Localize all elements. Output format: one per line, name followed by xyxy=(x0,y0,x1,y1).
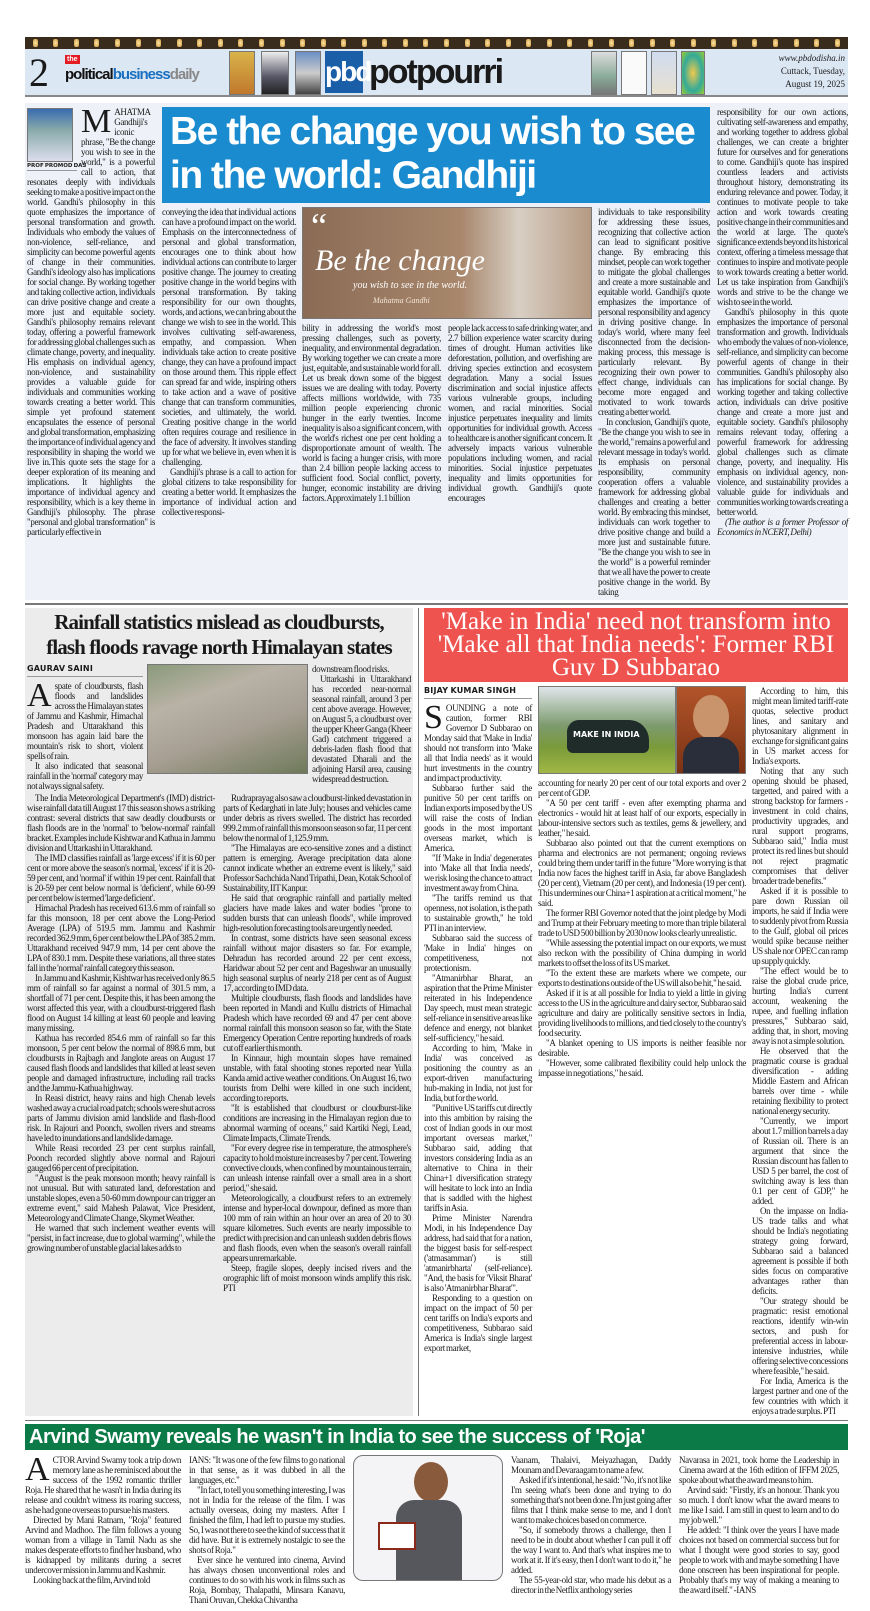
subbarao-photo xyxy=(676,686,746,774)
section-title: potpourri xyxy=(369,53,503,91)
gandhi-middle-columns xyxy=(162,207,710,597)
drop-cap: A xyxy=(27,677,52,714)
rainfall-col-4: Rudraprayag also saw a cloudburst-linked devastation in parts of Kedarghati in late July; houses and vehicles came under debris as rivers swelled. The district has recorded 999.2 mm of rainfall this monsoon season so far, 11 per cent below the normal of 1,125.9 mm. "The Himalayas are eco-sensitive zones and a distinct pattern is emerging. Average precipitation data alone cannot indicate whether an extreme event is likely," said Professor Sachchida Nand Tripathi, Dean, Kotak School of Sustainability, IIT Kanpur. He said that orographic rainfall and partially melted glaciers have made lakes and water bodies "prone to sudden bursts that can unleash floods", while improved high-resolution forecasting tools are urgently needed. In contrast, some districts have seen seasonal excess rainfall without major disasters so far. For example, Dehradun has recorded around 22 per cent excess, Haridwar about 52 per cent and Bageshwar an unusually high seasonal surplus of nearly 218 per cent as of August 17, according to IMD data. Multiple cloudbursts, flash floods and landslides have been reported in Mandi and Kullu districts of Himachal Pradesh which have recorded 69 and 47 per cent above normal rainfall this monsoon season so far, with the State Emergency Operation Centre reporting hundreds of roads cut off earlier this month. In Kinnaur, high mountain slopes have remained unstable, with fatal shooting stones reported near Yulla Kanda amid active weather conditions. On August 16, two tourists from Delhi were killed in one such incident, according to reports. "It is established that cloudburst or cloudburst-like conditions are increasing in the Himalayan region due to abnormal warming of oceans," said Kartiki Negi, Lead, Climate Impacts, Climate Trends. "For every degree rise in temperature, the atmosphere's capacity to hold moisture increases by 7 per cent. Towering convective clouds, when confined by mountainous terrain, can unleash intense rainfall over a small area in a short period," she said. Meteorologically, a cloudburst refers to an extremely intense and hyper-local downpour, defined as more than 100 mm of rain within an hour over an area of 20 to 30 square kilometres. Such events are nearly impossible to predict with precision and can unleash sudden debris flows and flash floods, even when the season's overall rainfall appears unremarkable. Steep, fragile slopes, deeply incised rivers and the orographic lift of moist monsoon winds amplify this risk. PTI xyxy=(223,793,411,1293)
drop-cap: S xyxy=(424,699,443,736)
date-block xyxy=(725,52,845,91)
rainfall-col-1: GAURAV SAINI Aspate of cloudbursts, flash floods and landslides across the Himalayan states of Jammu and Kashmir, Himachal Pradesh and Uttarakhand this monsoon has again laid bare the mountain's risk to short, violent spells of rain. It also indicated that seasonal rainfall in the 'normal' category may not always signal safety. xyxy=(27,664,143,791)
roja-col-4: Navarasa in 2021, took home the Leadership in Cinema award at the 16th edition of IFFM 2025, spoke about what the award means to him. Arvind said: "Firstly, it's an honour. Thank you so much. I don't know what the award means to me like I said. I am still in quest to learn and to do my job well." He added: "I think over the years I have made choices not based on commercial success but for what I thought were good stories to say, good people to work with and maybe something I have done onscreen has been inspirational for people. Probably that's my way of making a meaning to the award itself." -IANS xyxy=(679,1455,839,1595)
roja-headline: Arvind Swamy reveals he wasn't in India to see the success of 'Roja' xyxy=(25,1424,848,1450)
plant-image xyxy=(591,51,617,95)
lower-section xyxy=(25,608,848,1416)
gandhi-col-6: responsibility for our own actions, cultivating self-awareness and empathy, and working together to address global challenges, we can create a brighter future for ourselves and for generations to come. Gandhiji's quote has inspired countless leaders and activists throughout history, demonstrating its enduring relevance and power. Today, it continues to motivate people to take action and work towards creating positive change in their communities and the world at large. The quote's significance extends beyond its historical context, offering a timeless message that continues to inspire and motivate people to work towards creating a better world. Let us take inspiration from Gandhiji's words and strive to be the change we wish to see in the world. Gandhi's philosophy in this quote emphasizes the importance of personal transformation and growth. Individuals who embody the values of non-violence, self-reliance, and simplicity can become powerful agents of change in their communities. Gandhi's philosophy also has implications for social change. By working together and taking collective action, individuals can drive positive change and create a more just and equitable society. Gandhi's philosophy remains relevant today, offering a powerful framework for addressing global challenges such as climate change, poverty, and inequality. His emphasis on individual agency, non-violence, and sustainability provides a valuable guide for individuals and communities working towards creating a better world. (The author is a former Professor of Economics in NCERT, Delhi) xyxy=(717,107,848,537)
makeinindia-col-2: accounting for nearly 20 per cent of our total exports and over 2 per cent of GDP. "A 50 per cent tariff - even after exempting pharma and electronics - would hit at least half of our exports, especially in labour-intensive sectors such as textiles, gems & jewellery, and leather," he said. Subbarao also pointed out that the current exemptions on pharma and electronics are not permanent; ongoing reviews could bring them under tariff in the future "More worrying is that India now faces the highest tariff in Asia, far above Bangladesh (20 per cent), Vietnam (20 per cent), and Indonesia (19 per cent). This undermines our China+1 aspiration at a critical moment," he said. The former RBI Governor noted that the joint pledge by Modi and Trump at their February meeting to more than triple bilateral trade to USD 500 billion by 2030 now looks clearly unrealistic. "While assessing the potential impact on our exports, we must also reckon with the possibility of China dumping in world markets to offset the loss of its US market. "To the extent these are markets where we compete, our exports to destinations outside of the US will also be hit," he said. Asked if it is at all possible for India to yield a little in giving access to the US in the agriculture and dairy sector, Subbarao said agriculture and dairy are politically sensitive sectors in India, providing livelihoods to millions, and tied closely to the country's food security. "A blanket opening to US imports is neither feasible nor desirable. "However, some calibrated flexibility could help unlock the impasse in negotiations," he said. xyxy=(538,778,746,1078)
makeinindia-article xyxy=(424,608,848,1416)
flood-photo xyxy=(147,664,308,774)
date-line-1: Cuttack, Tuesday, xyxy=(780,66,845,76)
gandhi-col-5: individuals to take responsibility for addressing these issues, recognizing that collective action can lead to significant positive change. By embracing this mindset, people can work together to mitigate the global challenges and create a more sustainable and equitable world. Gandhiji's quote emphasizes the importance of personal responsibility and agency in driving positive change. In today's world, where many feel disconnected from the decision-making process, this message is particularly relevant. By recognizing their own power to effect change, individuals can become more engaged and motivated to work towards creating a better world. In conclusion, Gandhiji's quote, "Be the change you wish to see in the world," remains a powerful and relevant message in today's world. Its emphasis on personal responsibility, community cooperation offers a valuable framework for addressing global challenges and creating a better world. By embracing this mindset, individuals can work together to drive positive change and build a more just and sustainable future. "Be the change you wish to see in the world" is a powerful reminder that we all have the power to create positive change in the world. By taking xyxy=(598,207,710,597)
rainfall-headline: Rainfall statistics mislead as cloudbursts, flash floods ravage north Himalayan states xyxy=(46,610,392,659)
rainfall-col-2: downstream flood risks. Uttarkashi in Uttarakhand has recorded near-normal seasonal rainfall, around 3 per cent above average. However, on August 5, a cloudburst over the upper Kheer Ganga (Kheer Gad) catchment triggered a debris-laden flash flood that devastated Dharali and the adjoining Harsil area, causing widespread destruction. xyxy=(312,664,411,784)
drop-cap: M xyxy=(81,103,112,140)
arvind-swamy-photo xyxy=(353,1455,503,1581)
author-note: (The author is a former Professor of Economics in NCERT, Delhi) xyxy=(717,517,848,537)
drop-cap: A xyxy=(25,1451,50,1488)
rainfall-bottom-row xyxy=(27,793,411,1293)
gandhi-center-columns xyxy=(302,323,592,503)
film-strip-decoration xyxy=(25,37,848,49)
makeinindia-photos xyxy=(538,686,746,774)
gandhi-middle xyxy=(162,107,710,597)
page-number: 2 xyxy=(29,50,49,95)
rainfall-top-row xyxy=(27,664,411,791)
motorcycle-image xyxy=(261,51,289,95)
gandhi-col-2: conveying the idea that individual actions can have a profound impact on the world. Emphasis on the interconnectedness of personal and global transformation, encourages one to think about how individual actions can contribute to larger positive change. The journey to creating positive change in the world begins with personal transformation. By taking responsibility for our own thoughts, words, and actions, we can bring about the change we wish to see in the world. This involves cultivating self-awareness, empathy, and compassion. When individuals take action to create positive change, they can have a profound impact on those around them. This ripple effect can spread far and wide, inspiring others to take action and a wave of positive change that can transform communities, societies, and ultimately, the world. Creating positive change in the world often requires courage and resilience in the face of adversity. It involves standing up for what we believe in, even when it is challenging. Gandhiji's phrase is a call to action for global citizens to take responsibility for creating a better world. It emphasizes the importance of individual action and collective responsi- xyxy=(162,207,296,517)
divider xyxy=(25,1420,848,1421)
masthead-banner xyxy=(25,49,848,97)
gandhi-col-3: bility in addressing the world's most pressing challenges, such as poverty, inequality, and environmental degradation. By working together we can create a more just, equitable, and sustainable world for all. Let us break down some of the biggest issues we are dealing with today. Poverty affects millions worldwide, with 735 million people experiencing chronic hunger in the early twenties. Income inequality is also a significant concern, with the world's richest one per cent holding a disproportionate amount of wealth. The world is facing a hunger crisis, with more than 2.4 billion people lacking access to sufficient food. Social conflict, poverty, hunger, economic instability are driving factors. Approximately 1.1 billion xyxy=(302,323,441,503)
roja-col-3: Vaanam, Thalaivi, Meiyazhagan, Daddy Mounam and Devaraagam to name a few. Asked if it's intentional, he said: "No, it's not like I'm seeing what's been done and trying to do something that's not been done. I'm just going after films that I think make sense to me, and I don't want to make choices based on commerce. "So, if somebody throws a challenge, then I need to be in doubt about whether I can pull it off the way I want to. And that's what inspires me to work at it. If it's easy, then I don't want to do it," he added. The 55-year-old star, who made his debut as a director in the Netflix anthology series xyxy=(511,1455,671,1595)
column-rule xyxy=(418,608,419,1416)
gandhi-center xyxy=(302,207,592,503)
make-in-india-lion-photo: MAKE IN INDIA xyxy=(538,686,676,774)
gandhi-article xyxy=(25,103,848,600)
makeinindia-middle xyxy=(538,686,746,1078)
makeinindia-headline: 'Make in India' need not transform into 'Make all that India needs': Former RBI Guv D Subbarao xyxy=(424,608,848,682)
mountain-image xyxy=(295,51,321,95)
divider xyxy=(25,603,848,605)
kathakali-image xyxy=(229,51,255,95)
rainfall-article xyxy=(25,608,413,1416)
makeinindia-col-1: BIJAY KUMAR SINGH SOUNDING a note of caution, former RBI Governor D Subbarao on Monday said that 'Make in India' should not transform into 'Make all that India needs' as it would hurt investments in the country and impact productivity. Subbarao further said the punitive 50 per cent tariffs on Indian exports imposed by the US will raise the costs of Indian goods in the most important overseas market, which is America. "If 'Make in India' degenerates into 'Make all that India needs', we risk losing the chance to attract investment away from China. "The tariffs remind us that openness, not isolation, is the path to sustainable growth," he told PTI in an interview. Subbarao said the success of 'Make in India' hinges on competitiveness, not protectionism. "Atmanirbhar Bharat, an aspiration that the Prime Minister reiterated in his Independence Day speech, must mean strategic self-reliance in sensitive areas like defence and energy, not blanket self-sufficiency," he said. According to him, 'Make in India' was conceived as positioning the country as an export-driven manufacturing hub-making in India, not just for India, but for the world. "Punitive US tariffs cut directly into this ambition by raising the cost of Indian goods in our most important overseas market," Subbarao said, adding that investors considering India as an alternative to China in their China+1 diversification strategy will hesitate to lock into an India that is saddled with the highest tariffs in Asia. Prime Minister Narendra Modi, in his Independence Day address, had said that for a nation, the biggest basis for self-respect ('atmasamman') is still 'atmanirbharta' (self-reliance). "And, the basis for 'Viksit Bharat' is also 'Atmanirbhar Bharat'". Responding to a question on impact on the impact of 50 per cent tariffs on India's exports and competitiveness, Subbarao said America is India's single largest export market, xyxy=(424,686,532,1353)
rainfall-col-3: The India Meteorological Department's (IMD) district-wise rainfall data till August 17 this season shows a striking contrast: several districts that saw deadly cloudbursts or flash floods are in the 'normal' to 'below-normal' rainfall bracket. Examples include Kishtwar and Kathua in Jammu division and Uttarkashi in Uttarakhand. The IMD classifies rainfall as 'large excess' if it is 60 per cent or more above the season's normal, 'excess' if it is 20-59 per cent, and 'normal' if within 19 per cent. Rainfall that is 20-59 per cent below normal is 'deficient', while 60-99 per cent below is termed 'large deficient'. Himachal Pradesh has received 613.6 mm of rainfall so far this monsoon, 18 per cent above the Long-Period Average (LPA) of 519.5 mm. Jammu and Kashmir recorded 362.9 mm, 6 per cent below the LPA of 385.2 mm. Uttarakhand received 947.9 mm, 14 per cent above the LPA of 830.1 mm. Despite these variations, all three states fall in the 'normal' rainfall category this season. In Jammu and Kashmir, Kishtwar has received only 86.5 mm of rainfall so far against a normal of 301.5 mm, a shortfall of 71 per cent. Despite this, it has been among the worst affected this year, with a cloudburst-triggered flash flood on August 14 killing at least 60 people and leaving many missing. Kathua has recorded 854.6 mm of rainfall so far this monsoon, 5 per cent below the normal of 898.6 mm, but cloudbursts in Rajbagh and Janglote areas on August 17 caused flash floods and landslides that killed at least seven people and damaged infrastructure, including rail tracks and the Jammu-Kathua highway. In Reasi district, heavy rains and high Chenab levels washed away a crucial road patch; schools were shut across parts of Jammu division amid landslide and flash-flood risk. In Rajouri and Poonch, swollen rivers and streams have led to inundations and landslide damage. While Reasi recorded 23 per cent surplus rainfall, Poonch recorded slightly above normal and Rajouri gauged 66 per cent of precipitation. "August is the peak monsoon month; heavy rainfall is not unusual. But with saturated land, deforestation and unstable slopes, even a 50-60 mm downpour can trigger an extreme event," said Mahesh Palawat, Vice President, Meteorology and Climate Change, Skymet Weather. He warned that such inclement weather events will "persist, in fact increase, due to global warming", while the growing number of unstable glacial lakes adds to xyxy=(27,793,215,1253)
headline: Be the change you wish to see in the world: Gandhiji xyxy=(162,107,710,203)
author-photo-block xyxy=(27,108,87,171)
gandhi-quote-image: “ Be the change you wish to see in the world. Mahatma Gandhi xyxy=(302,207,592,319)
author-caption: PROF PROMOD DAS xyxy=(27,163,87,169)
byline: BIJAY KUMAR SINGH xyxy=(424,686,532,699)
palm-image xyxy=(621,51,647,95)
makeinindia-col-3: According to him, this might mean limited tariff-rate quotas, selective product lines, and sanitary and phytosanitary alignment in exchange for significant gains in US market access for India's exports. Noting that any such opening should be phased, targetted, and paired with a strong backstop for farmers - investment in cold chains, productivity upgrades, and rural support programs, Subbarao said," India must protect its red lines but should not reject pragmatic compromises that deliver broader trade benefits." Asked if it is possible to pare down Russian oil imports, he said if India were to suddenly pivot from Russia to the Gulf, global oil prices would spike because neither US shale nor OPEC can ramp up supply quickly. "The effect would be to raise the global crude price, hurting India's current account, weakening the rupee, and fuelling inflation pressures," Subbarao said, adding that, in short, moving away is not a simple solution. He observed that the pragmatic course is gradual diversification - adding Middle Eastern and African barrels over time - while retaining flexibility to protect national energy security. "Currently, we import about 1.7 million barrels a day of Russian oil. There is an argument that since the Russian discount has fallen to USD 5 per barrel, the cost of switching away is less than 0.1 per cent of GDP," he added. On the impasse on India-US trade talks and what should be India's negotiating strategy going forward, Subbarao said a balanced agreement is possible if both sides focus on comparative advantages rather than deficits. "Our strategy should be pragmatic: resist emotional reactions, identify win-win sectors, and push for preferential access in labour-intensive industries, while offering selective concessions where feasible," he said. For India, America is the largest partner and one of the few countries with which it enjoys a trade surplus. PTI xyxy=(752,686,848,1416)
billiards-image xyxy=(681,51,705,95)
byline: GAURAV SAINI xyxy=(27,664,143,677)
roja-col-2: IANS: "It was one of the few films to go national in that sense, as it was dubbed in all the languages, etc." "In fact, to tell you something interesting, I was not in India for the release of the film. I was actually overseas, doing my masters. After I finished the film, I had left to pursue my studies. So, I was not there to see the kind of success that it did have. But it is extremely nostalgic to see the shots of Roja." Ever since he ventured into cinema, Arvind has always chosen unconventional roles and continues to do so with his work in films such as Roja, Bombay, Thalapathi, Minsara Kanavu, Thani Oruvan, Chekka Chivantha xyxy=(189,1455,345,1605)
date-line-2: August 19, 2025 xyxy=(785,79,845,89)
quote-mark-icon: “ xyxy=(311,206,327,246)
section-logo-pbd: pbd xyxy=(325,51,363,93)
website-link[interactable]: www.pbdodisha.in xyxy=(778,53,845,63)
roja-col-1: ACTOR Arvind Swamy took a trip down memory lane as he reminisced about the success of the 1992 romantic thriller Roja. He shared that he wasn't in India during its release and couldn't witness its roaring success, as he had gone overseas to pursue his masters. Directed by Mani Ratnam, "Roja" featured Arvind and Madhoo. The film follows a young woman from a village in Tamil Nadu as she makes desperate efforts to find her husband, who is kidnapped by militants during a secret undercover mission in Jammu and Kashmir. Looking back at the film, Arvind told xyxy=(25,1451,181,1585)
gandhi-col-1: PROF PROMOD DAS MAHATMA Gandhiji's iconic phrase, "Be the change you wish to see in the world," is a powerful call to action, that resonates deeply with individuals seeking to make a positive impact on the world. Gandhi's philosophy in this quote emphasizes the importance of personal transformation and growth. Individuals who embody the values of non-violence, self-reliance, and simplicity can become powerful agents of change in their communities. Gandhi's ideology also has implications for social change. By working together and taking collective action, individuals can drive positive change and create a more just and equitable society. Gandhi's philosophy remains relevant today, offering a powerful framework for addressing global challenges such as climate change, poverty, and inequality. His emphasis on individual agency, non-violence, and sustainability provides a valuable guide for individuals and communities working towards creating a better world. This simple yet profound statement encapsulates the essence of personal and global transformation, emphasizing the importance of individual agency and responsibility in shaping the world we live in.This quote sets the stage for a deeper exploration of its meaning and implications. It highlights the importance of individual agency and responsibility, which is a key theme in Gandhiji's philosophy. The phrase "personal and global transformation" is particularly effective in xyxy=(27,103,155,537)
paper-logo: politicalbusinessdaily xyxy=(65,66,199,83)
gandhi-col-4: people lack access to safe drinking water, and 2.7 billion experience water scarcity during times of drought. Human activities like deforestation, pollution, and overfishing are driving species extinction and ecosystem degradation. Many a social Issues discrimination and social injustice affects various vulnerable groups, including women, and racial minorities. Social injustice perpetuates inequality and limits opportunities for individual growth. Access to healthcare is another significant concern. It adversely impacts various vulnerable populations including women, and racial minorities. Social injustice perpetuates inequality and limits opportunities for individual growth. Gandhiji's quote encourages xyxy=(448,323,592,503)
author-photo xyxy=(27,108,73,162)
taj-mahal-image xyxy=(651,51,677,95)
roja-columns xyxy=(25,1451,848,1605)
makeinindia-columns xyxy=(424,686,848,1416)
paper-logo-the: the xyxy=(67,56,78,63)
